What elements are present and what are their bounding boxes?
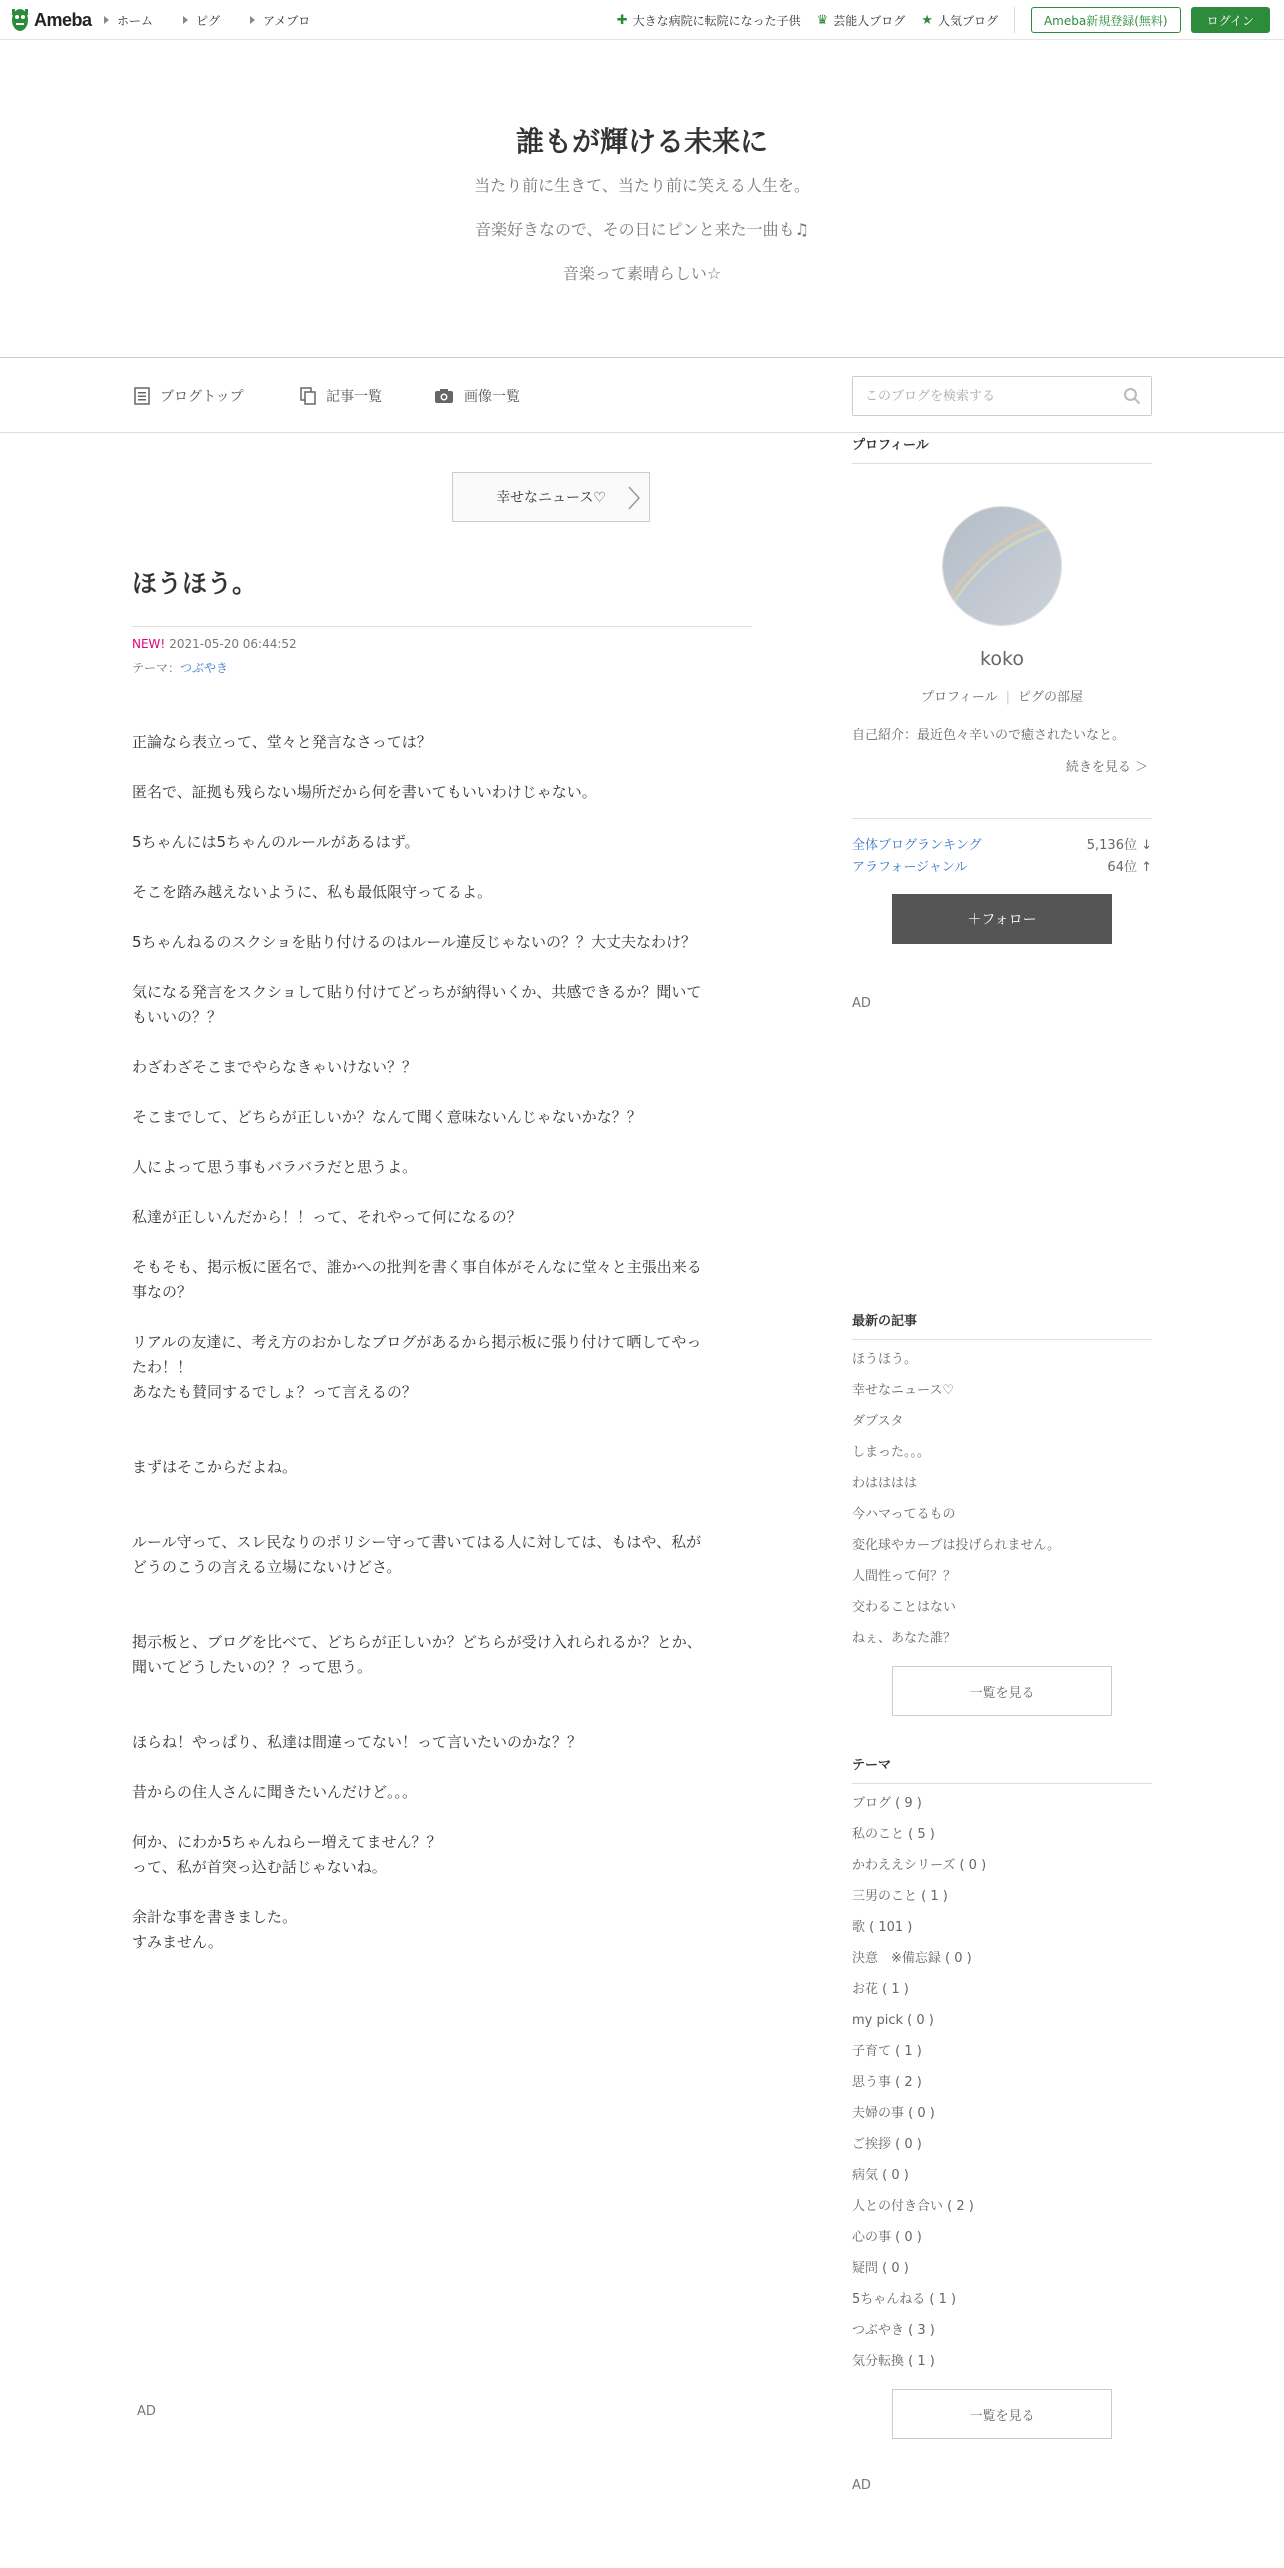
entry-paragraph: そこを踏み越えないように、私も最低限守ってるよ。 [132,883,493,901]
entry-paragraph: 昔からの住人さんに聞きたいんだけど。。。 [132,1783,418,1801]
recent-article-link[interactable]: ねぇ、あなた誰？ [852,1631,957,1646]
recent-article-link[interactable]: ほうほう。 [852,1352,918,1367]
global-nav [104,0,340,40]
ranking-value: 5,136位 ↓ [1086,838,1152,853]
nav-image-list[interactable]: 画像一覧 [434,359,520,433]
theme-link[interactable]: 決意 ※備忘録 ( 0 ) [852,1951,972,1966]
entry-paragraph: そもそも、掲示板に匿名で、誰かへの批判を書く事自体がそんなに堂々と主張出来る 事なの？ [132,1258,702,1301]
entry-paragraph: まずはそこからだよね。 [132,1458,298,1476]
entry-paragraph: 正論なら表立って、堂々と発言なさっては？ [132,733,432,751]
entry-paragraph: 私達が正しいんだから！！って、それやって何になるの？ [132,1208,522,1226]
theme-link[interactable]: 5ちゃんねる ( 1 ) [852,2292,957,2307]
copy-icon [300,387,316,405]
recent-list [852,1344,1152,1654]
theme-link[interactable]: 人との付き合い ( 2 ) [852,2199,974,2214]
star-icon: ★ [921,12,933,28]
theme-link[interactable]: 夫婦の事 ( 0 ) [852,2106,935,2121]
ranking [852,818,1152,879]
recent-article-link[interactable]: 今ハマってるもの [852,1507,956,1522]
entry-paragraph: 掲示板と、ブログを比べて、どちらが正しいか？どちらが受け入れられるか？とか、 聞いてどうしたいの？？って思う。 [132,1633,702,1676]
recent-article-link[interactable]: 幸せなニュース♡ [852,1383,955,1398]
nav-pig[interactable]: ピグ [183,12,220,29]
follow-button[interactable]: ＋フォロー [892,894,1112,944]
recent-heading: 最新の記事 [852,1310,1152,1340]
entry-theme-link[interactable]: つぶやき [180,661,229,675]
logo-text: Ameba [34,9,92,30]
ameba-mascot-icon [10,7,30,33]
theme-link[interactable]: 三男のこと ( 1 ) [852,1889,948,1904]
theme-link[interactable]: 子育て ( 1 ) [852,2044,922,2059]
plus-icon: ✚ [616,12,628,28]
entry-date-row [132,632,297,656]
ad-label: AD [852,996,871,1011]
recent-article-link[interactable]: しまった。。。 [852,1445,931,1460]
login-button[interactable]: ログイン [1191,7,1270,33]
document-icon [134,387,150,405]
avatar[interactable] [942,506,1062,626]
profile-heading: プロフィール [852,434,1152,464]
recent-more-button[interactable]: 一覧を見る [892,1666,1112,1716]
entry-theme-row: テーマ：つぶやき [132,661,229,675]
theme-list [852,1788,1152,2377]
blog-nav [0,359,1284,433]
entry-paragraph: 5ちゃんには5ちゃんのルールがあるはず。 [132,833,420,851]
recent-article-link[interactable]: 変化球やカーブは投げられません。 [852,1538,1061,1553]
ranking-row [852,857,1152,879]
entry-meta [132,632,297,680]
nav-ameblo[interactable]: アメブロ [250,12,310,29]
recent-article-link[interactable]: 人間性って何？？ [852,1569,957,1584]
search-input[interactable] [853,377,1111,415]
blog-description-line: 音楽好きなので、その日にピンと来た一曲も♫ [474,220,810,239]
register-button[interactable]: Ameba新規登録(無料) [1031,7,1181,33]
entry-paragraph: わざわざそこまでやらなきゃいけない？？ [132,1058,418,1076]
ranking-label[interactable]: アラフォージャンル [852,860,968,875]
theme-link[interactable]: お花 ( 1 ) [852,1982,909,1997]
profile-link[interactable]: プロフィール [920,690,998,705]
entry-paragraph: 5ちゃんねるのスクショを貼り付けるのはルール違反じゃないの？？大丈夫なわけ？ [132,933,696,951]
new-badge: NEW! [132,637,166,651]
prev-article-link[interactable]: 幸せなニュース♡ [452,472,650,522]
nav-blog-top[interactable]: ブログトップ [134,359,244,433]
trend-link[interactable]: ✚ 大きな病院に転院になった子供 [616,12,801,28]
blog-search [852,376,1152,416]
read-more-link[interactable]: 続きを見る ＞ [1065,760,1148,775]
theme-link[interactable]: ご挨拶 ( 0 ) [852,2137,922,2152]
blog-description-line: 音楽って素晴らしい☆ [562,264,722,283]
profile-intro: 自己紹介：最近色々辛いので癒されたいなと。 [852,728,1126,743]
theme-link[interactable]: 歌 ( 101 ) [852,1920,913,1935]
divider: | [1005,690,1011,705]
divider [1014,7,1015,33]
theme-link[interactable]: かわええシリーズ ( 0 ) [852,1858,987,1873]
theme-link[interactable]: 病気 ( 0 ) [852,2168,909,2183]
entry-paragraph: 余計な事を書きました。 すみません。 [132,1908,298,1951]
profile-links [852,686,1152,705]
blog-header [0,40,1284,358]
global-header [0,0,1284,40]
popular-blog-link[interactable]: ★ 人気ブログ [921,12,998,28]
entry-date: 2021-05-20 06:44:52 [169,637,297,651]
entry-paragraph: ほらね！やっぱり、私達は間違ってない！って言いたいのかな？？ [132,1733,583,1751]
blog-description-line: 当たり前に生きて、当たり前に笑える人生を。 [474,176,810,195]
recent-article-link[interactable]: 交わることはない [852,1600,957,1615]
blog-title[interactable]: 誰もが輝ける未来に [515,125,768,158]
entry-body [132,730,752,1980]
entry-paragraph: リアルの友達に、考え方のおかしなブログがあるから掲示板に張り付けて晒してやっ たわ！！ あなたも賛同するでしょ？って言えるの？ [132,1333,702,1401]
theme-link[interactable]: 疑問 ( 0 ) [852,2261,909,2276]
search-icon[interactable] [1123,387,1141,405]
ranking-row [852,835,1152,857]
entry-paragraph: 何か、にわか5ちゃんねらー増えてません？？ って、私が首突っ込む話じゃないね。 [132,1833,442,1876]
triangle-right-icon [250,16,255,24]
ad-label: AD [137,2404,156,2419]
theme-link[interactable]: 私のこと ( 5 ) [852,1827,935,1842]
ranking-label[interactable]: 全体ブログランキング [852,838,982,853]
celebrity-blog-link[interactable]: ♛ 芸能人ブログ [816,12,906,28]
blog-description [0,164,1284,296]
theme-more-button[interactable]: 一覧を見る [892,2389,1112,2439]
recent-article-link[interactable]: ダブスタ [852,1414,904,1429]
recent-article-link[interactable]: わはははは [852,1476,918,1491]
entry-paragraph: 人によって思う事もバラバラだと思うよ。 [132,1158,418,1176]
theme-link[interactable]: 気分転換 ( 1 ) [852,2354,935,2369]
entry-paragraph: 匿名で、証拠も残らない場所だから何を書いてもいいわけじゃない。 [132,783,597,801]
nav-article-list[interactable]: 記事一覧 [300,359,382,433]
sidebar [852,434,1152,2493]
ameba-logo[interactable] [10,6,92,34]
profile-name[interactable]: koko [980,648,1024,670]
theme-link[interactable]: ブログ ( 9 ) [852,1796,922,1811]
entry-paragraph: そこまでして、どちらが正しいか？なんて聞く意味ないんじゃないかな？？ [132,1108,642,1126]
theme-link[interactable]: my pick ( 0 ) [852,2013,934,2028]
pig-room-link[interactable]: ピグの部屋 [1018,690,1084,705]
nav-home[interactable]: ホーム [104,12,153,29]
triangle-right-icon [104,16,109,24]
entry-paragraph: 気になる発言をスクショして貼り付けてどっちが納得いくか、共感できるか？聞いて もいいの？？ [132,983,702,1026]
camera-icon [434,388,454,404]
crown-icon: ♛ [816,12,829,28]
entry-paragraph: ルール守って、スレ民なりのポリシー守って書いてはる人に対しては、もはや、私が どうのこうの言える立場にないけどさ。 [132,1533,702,1576]
theme-link[interactable]: 思う事 ( 2 ) [852,2075,922,2090]
entry-title[interactable]: ほうほう。 [132,564,752,627]
theme-heading: テーマ [852,1754,1152,1784]
triangle-right-icon [183,16,188,24]
theme-link[interactable]: 心の事 ( 0 ) [852,2230,922,2245]
header-links [617,0,1270,40]
chevron-right-icon [627,485,641,511]
themes [852,1754,1152,2439]
ranking-value: 64位 ↑ [1107,860,1152,875]
recent-articles [852,1310,1152,1716]
theme-link[interactable]: つぶやき ( 3 ) [852,2323,935,2338]
ad-label: AD [852,2478,871,2493]
